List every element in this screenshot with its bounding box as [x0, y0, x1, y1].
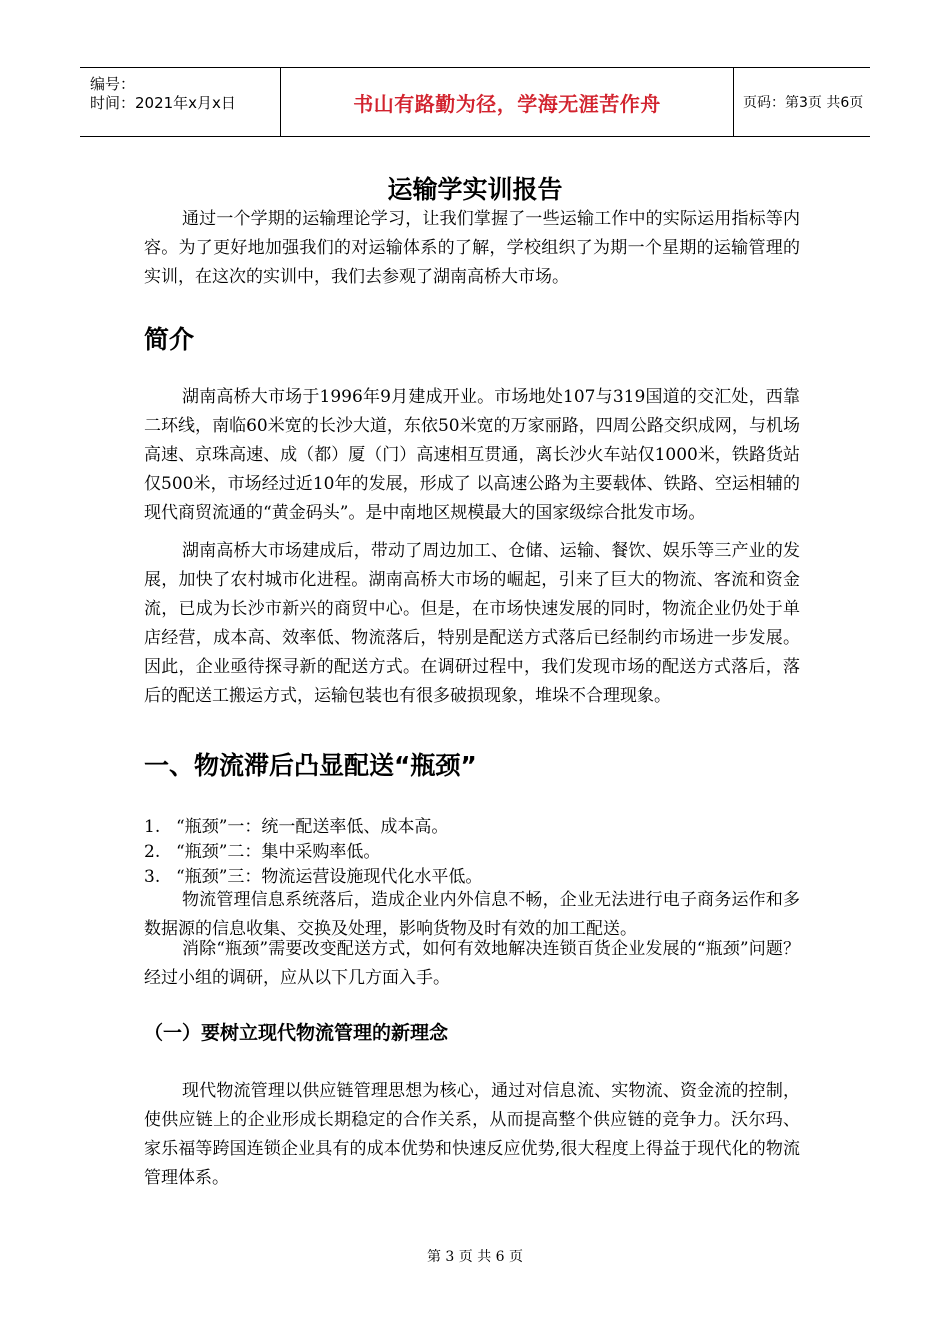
- intro-paragraph: 通过一个学期的运输理论学习，让我们掌握了一些运输工作中的实际运用指标等内容。为了更好地加强我们的对运输体系的了解，学校组织了为期一个星期的运输管理的实训，在这次的实训中，我们去参观了湖南高桥大市场。: [144, 209, 800, 287]
- intro-paragraph-1: 湖南高桥大市场于1996年9月建成开业。市场地处107与319国道的交汇处，西靠二环线，南临60米宽的长沙大道，东依50米宽的万家丽路，四周公路交织成网，与机场高速、京珠高速、成（都）厦（门）高速相互贯通，离长沙火车站仅1000米，铁路货站仅500米，市场经过近10年的发展，形成了 以高速公路为主要载体、铁路、空运相辅的现代商贸流通的“黄金码头”。是中南地区规模最大的国家级综合批发市场。: [144, 387, 800, 523]
- list-text: “瓶颈”二：集中采购率低。: [176, 842, 381, 862]
- list-number: 3.: [144, 867, 161, 887]
- list-item: [144, 815, 448, 839]
- number-label: 编号：: [90, 75, 136, 93]
- intro-paragraph-2: 湖南高桥大市场建成后，带动了周边加工、仓储、运输、餐饮、娱乐等三产业的发展，加快了农村城市化进程。湖南高桥大市场的崛起，引来了巨大的物流、客流和资金流，已成为长沙市新兴的商贸中心。但是，在市场快速发展的同时，物流企业仍处于单店经营，成本高、效率低、物流落后，特别是配送方式落后已经制约市场进一步发展。因此，企业亟待探寻新的配送方式。在调研过程中，我们发现市场的配送方式落后，落后的配送工搬运方式，运输包装也有很多破损现象，堆垛不合理现象。: [144, 541, 800, 706]
- list-item: [144, 840, 380, 864]
- time-label: 时间：2021年x月x日: [90, 94, 236, 112]
- page-footer: 第 3 页 共 6 页: [426, 1249, 524, 1265]
- header-page-cell: [733, 68, 870, 136]
- header-table: [80, 67, 870, 137]
- header-motto-cell: [280, 68, 734, 136]
- list-number: 1.: [144, 817, 161, 837]
- header-info-cell: [80, 68, 280, 136]
- section-one-heading: 一、物流滞后凸显配送“瓶颈”: [144, 751, 477, 780]
- list-number: 2.: [144, 842, 161, 862]
- section-one-paragraph-3: 现代物流管理以供应链管理思想为核心，通过对信息流、实物流、资金流的控制，使供应链上的企业形成长期稳定的合作关系，从而提高整个供应链的竞争力。沃尔玛、家乐福等跨国连锁企业具有的成本优势和快速反应优势,很大程度上得益于现代化的物流管理体系。: [144, 1081, 800, 1188]
- section-one-paragraph-1: 物流管理信息系统落后，造成企业内外信息不畅，企业无法进行电子商务运作和多数据源的信息收集、交换及处理，影响货物及时有效的加工配送。: [144, 890, 800, 939]
- motto-text: 书山有路勤为径，学海无涯苦作舟: [353, 91, 661, 116]
- sub-heading: （一）要树立现代物流管理的新理念: [144, 1022, 449, 1044]
- section-intro-heading: 简介: [144, 325, 195, 354]
- page-label: 页码：第3页 共6页: [743, 95, 864, 111]
- list-text: “瓶颈”三：物流运营设施现代化水平低。: [176, 867, 483, 887]
- section-one-paragraph-2: 消除“瓶颈”需要改变配送方式，如何有效地解决连锁百货企业发展的“瓶颈”问题？经过小组的调研，应从以下几方面入手。: [144, 939, 800, 988]
- list-text: “瓶颈”一：统一配送率低、成本高。: [176, 817, 449, 837]
- document-title: 运输学实训报告: [387, 175, 563, 204]
